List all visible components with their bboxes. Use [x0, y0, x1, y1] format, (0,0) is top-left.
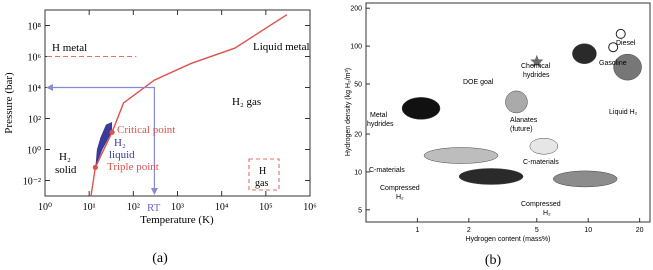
x-tick-label: 10⁴ [214, 202, 229, 213]
y-tick-label: 10⁸ [27, 21, 41, 33]
label-h2-solid-2: solid [55, 164, 77, 176]
label-h2-liquid-2: liquid [109, 149, 135, 161]
y-tick-label: 10⁴ [27, 83, 41, 95]
y-axis-label: Pressure (bar) [3, 72, 15, 134]
region-c-materials [424, 148, 498, 164]
y-tick-label: 200 [350, 5, 362, 13]
label-c-materials-left: C-materials [369, 167, 405, 174]
x-tick-label: 10 [584, 227, 593, 234]
y-tick-label: 10⁰ [26, 145, 41, 157]
x-tick-label: 20 [635, 227, 644, 234]
y-tick-label: 10⁻² [22, 176, 41, 188]
label-c-materials-right: C-materials [523, 159, 559, 166]
label-doe-goal: DOE goal [463, 79, 494, 86]
y-tick-label: 10⁶ [27, 52, 41, 64]
y-tick-label: 5 [358, 207, 362, 215]
x-tick-label: 2 [466, 227, 471, 234]
x-tick-label: 1 [415, 227, 420, 234]
y-tick-label: 50 [354, 81, 362, 89]
panel-b-caption: (b) [484, 253, 502, 268]
critical-point-marker [109, 130, 114, 135]
x-tick-label: 10³ [171, 202, 184, 213]
x-tick-label: 10⁵ [259, 202, 273, 213]
rt-arrowhead-left [46, 84, 53, 91]
label-h2-solid-1: H₂ [59, 151, 71, 163]
region-compressed-h [459, 168, 523, 184]
label-rt: RT [147, 202, 161, 214]
label-gasoline: Gasoline [599, 60, 627, 67]
label-compressed-right-1: Compressed [521, 201, 561, 208]
label-liquid-h2: Liquid H₂ [609, 109, 638, 116]
label-triple-point: Triple point [107, 161, 159, 173]
x-tick-label: 10¹ [82, 202, 96, 213]
label-metal-hydrides-1: Metal [370, 112, 388, 119]
region-c-materials [530, 138, 558, 154]
region-metal-hydrides [402, 97, 440, 119]
label-compressed-right-2: H₂ [543, 210, 551, 217]
region-chemical-hydrides [572, 44, 596, 64]
label-h-gas-1: H [259, 166, 267, 177]
y-tick-label: 100 [350, 43, 362, 51]
label-compressed-left-1: Compressed [380, 185, 420, 192]
label-liquid-metal: Liquid metal [253, 41, 310, 53]
label-chemical-hydrides-2: hydrides [523, 72, 550, 79]
rt-arrowhead-down [151, 188, 158, 195]
region-liquid-h [614, 54, 642, 80]
x-tick-label: 10⁰ [37, 202, 53, 213]
panel-a-phase-diagram [3, 10, 317, 266]
region-compressed-h [553, 171, 617, 187]
panel-a-plot-frame [45, 10, 310, 196]
label-alanates-2: (future) [510, 126, 533, 133]
label-h2-liquid-1: H₂ [114, 137, 126, 149]
diesel-marker [616, 29, 625, 38]
label-compressed-left-2: H₂ [396, 194, 404, 201]
label-alanates-1: Alanates [510, 117, 538, 124]
y-axis-label: Hydrogen density (kg H₂/m³) [345, 67, 352, 157]
label-h2-gas: H₂ gas [232, 96, 262, 108]
region-alanates-future [505, 91, 527, 113]
y-tick-label: 10² [28, 114, 41, 126]
x-axis-label: Temperature (K) [140, 214, 214, 226]
label-h-metal: H metal [52, 42, 88, 54]
label-h-gas-2: gas [255, 178, 269, 189]
x-tick-label: 5 [534, 227, 539, 234]
triple-point-marker [93, 165, 98, 170]
y-tick-label: 10 [354, 169, 362, 177]
y-tick-label: 20 [354, 131, 362, 139]
label-metal-hydrides-2: hydrides [367, 121, 394, 128]
label-diesel: Diesel [616, 40, 636, 47]
x-tick-label: 10⁶ [303, 202, 317, 213]
x-axis-label: Hydrogen content (mass%) [465, 236, 551, 243]
x-tick-label: 10² [126, 202, 140, 213]
panel-b-hydrogen-storage [345, 3, 650, 268]
label-critical-point: Critical point [117, 124, 176, 136]
label-chemical-hydrides-1: Chemical [521, 63, 551, 70]
panel-a-caption: (a) [152, 251, 168, 266]
